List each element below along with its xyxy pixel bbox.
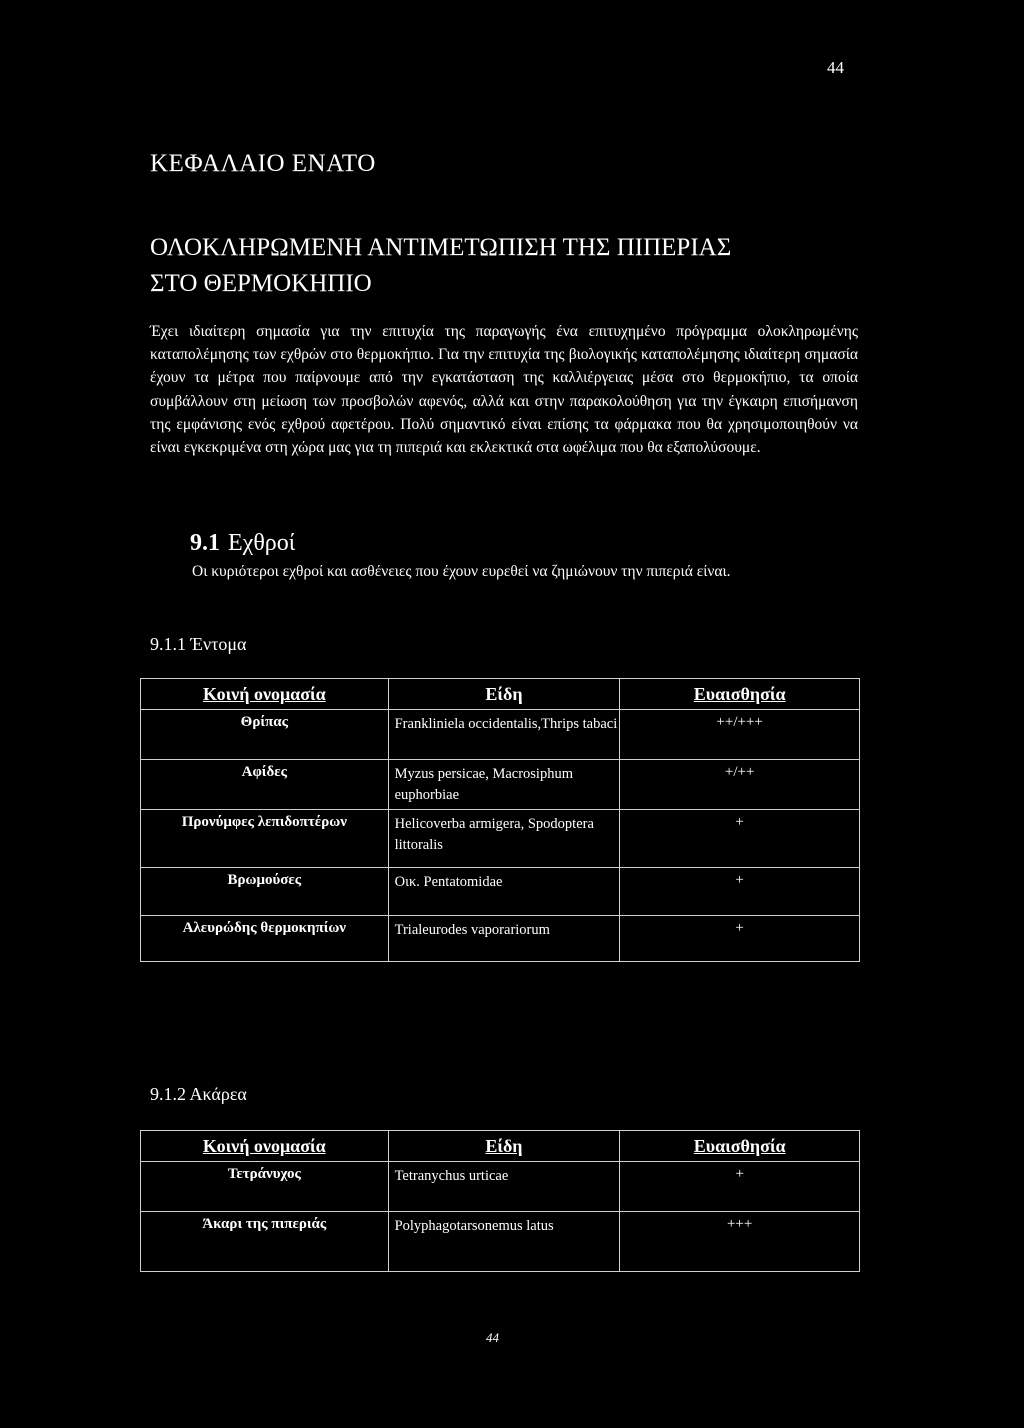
species-cell: Trialeurodes vaporariorum xyxy=(388,916,620,962)
section-title: Εχθροί xyxy=(228,530,296,556)
table-row xyxy=(141,1162,860,1212)
header-sensitivity: Ευαισθησία xyxy=(620,679,860,710)
footer-page-number: 44 xyxy=(486,1330,499,1345)
common-name-cell: Θρίπας xyxy=(141,710,389,760)
insects-header-row xyxy=(141,679,860,710)
insects-heading: 9.1.1 Έντομα xyxy=(150,634,247,654)
table-row xyxy=(141,868,860,916)
species-cell: Οικ. Pentatomidae xyxy=(388,868,620,916)
section-heading xyxy=(190,530,295,557)
species-cell: Helicoverba armigera, Spodoptera littoralis xyxy=(388,810,620,868)
table-row xyxy=(141,710,860,760)
species-cell: Tetranychus urticae xyxy=(388,1162,620,1212)
mites-heading: 9.1.2 Ακάρεα xyxy=(150,1084,247,1104)
header-species: Είδη xyxy=(388,1131,620,1162)
table-row xyxy=(141,1212,860,1272)
mites-header-row xyxy=(141,1131,860,1162)
chapter-title xyxy=(150,230,731,302)
header-species: Είδη xyxy=(388,679,620,710)
species-cell: Polyphagotarsonemus latus xyxy=(388,1212,620,1272)
common-name-cell: Βρωμούσες xyxy=(141,868,389,916)
section-intro: Οι κυριότεροι εχθροί και ασθένειες που έχουν ευρεθεί να ζημιώνουν την πιπεριά είναι. xyxy=(192,563,731,580)
table-row xyxy=(141,810,860,868)
chapter-title-line-2: ΣΤΟ ΘΕΡΜΟΚΗΠΙΟ xyxy=(150,270,372,297)
header-sensitivity: Ευαισθησία xyxy=(620,1131,860,1162)
species-cell: Frankliniela occidentalis,Thrips tabaci xyxy=(388,710,620,760)
common-name-cell: Αλευρώδης θερμοκηπίων xyxy=(141,916,389,962)
mites-table xyxy=(140,1130,860,1272)
chapter-title-line-1: ΟΛΟΚΛΗΡΩΜΕΝΗ ΑΝΤΙΜΕΤΩΠΙΣΗ ΤΗΣ ΠΙΠΕΡΙΑΣ xyxy=(150,234,732,261)
sensitivity-cell: +++ xyxy=(620,1212,860,1272)
sensitivity-cell: + xyxy=(620,810,860,868)
sensitivity-cell: + xyxy=(620,1162,860,1212)
common-name-cell: Αφίδες xyxy=(141,760,389,810)
species-cell: Myzus persicae, Macrosiphum euphorbiae xyxy=(388,760,620,810)
table-row xyxy=(141,916,860,962)
intro-paragraph: Έχει ιδιαίτερη σημασία για την επιτυχία της παραγωγής ένα επιτυχημένο πρόγραμμα ολοκληρωμένης καταπολέμησης των εχθρών στο θερμοκήπιο. Για την επιτυχία της βιολογικής καταπολέμησης ιδιαίτερη σημασία έχουν τα μέτρα που παίρνουμε από την εγκατάσταση της καλλιέργειας μέσα στο θερμοκήπιο, τα οποία συμβάλλουν στη μείωση των προσβολών αφενός, αλλά και στην παρακολούθηση για την έγκαιρη επισήμανση της εμφάνισης ενός εχθρού αφετέρου. Πολύ σημαντικό είναι επίσης τα φάρμακα που θα χρησιμοποιηθούν να είναι εγκεκριμένα στη χώρα μας για τη πιπεριά και εκλεκτικά στα ωφέλιμα που θα εξαπολύσουμε. xyxy=(150,323,858,457)
sensitivity-cell: + xyxy=(620,916,860,962)
sensitivity-cell: ++/+++ xyxy=(620,710,860,760)
header-common-name: Κοινή ονομασία xyxy=(141,1131,389,1162)
header-common-name: Κοινή ονομασία xyxy=(141,679,389,710)
insects-table xyxy=(140,678,860,962)
section-number: 9.1 xyxy=(190,530,220,556)
page-number: 44 xyxy=(827,58,844,77)
chapter-label: ΚΕΦΑΛΑΙΟ ΕΝΑΤΟ xyxy=(150,150,376,177)
table-row xyxy=(141,760,860,810)
common-name-cell: Άκαρι της πιπεριάς xyxy=(141,1212,389,1272)
common-name-cell: Τετράνυχος xyxy=(141,1162,389,1212)
common-name-cell: Προνύμφες λεπιδοπτέρων xyxy=(141,810,389,868)
sensitivity-cell: + xyxy=(620,868,860,916)
sensitivity-cell: +/++ xyxy=(620,760,860,810)
